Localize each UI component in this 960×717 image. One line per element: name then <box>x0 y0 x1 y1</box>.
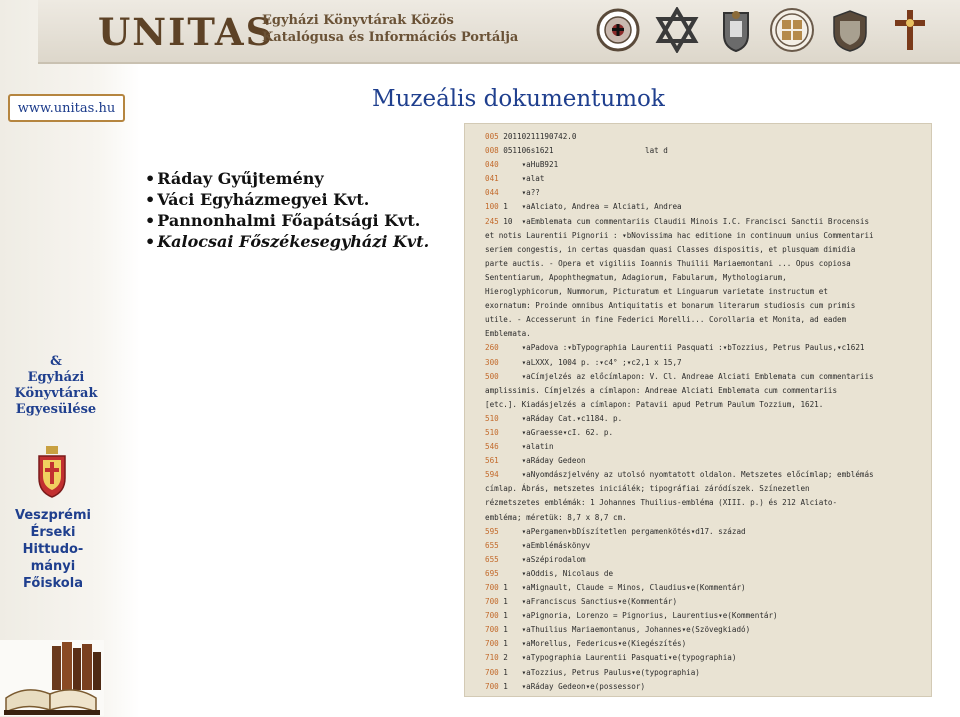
marc-field-text: ▾aOddis, Nicolaus de <box>498 568 614 578</box>
marc-field-text: Sententiarum, Apophthegmatum, Adagiorum, Fabularum, Mythologiarum, <box>485 272 787 282</box>
record-line <box>485 567 931 581</box>
marc-field-text: ▾alatin <box>498 442 554 452</box>
college-line: Hittudo- <box>22 542 84 557</box>
subtitle-line-1: Egyházi Könyvtárak Közös <box>262 13 454 28</box>
portal-subtitle <box>262 12 518 46</box>
marc-tag: 700 <box>485 583 499 592</box>
marc-field-text: címlap. Ábrás, metszetes iniciálék; tipográfiai záródíszek. Színezetlen <box>485 484 810 494</box>
record-line <box>485 440 931 454</box>
marc-field-text: ▾aRáday Cat.▾c1184. p. <box>498 413 623 423</box>
college-line: Érseki <box>30 525 76 540</box>
marc-field-text: amplissimis. Címjelzés a címlapon: Andreae Alciati Emblemata cum commentariis <box>485 385 838 395</box>
record-line <box>485 299 931 313</box>
record-line <box>485 511 931 525</box>
marc-field-text: seriem congestis, in certas quasdam quasi Classes dispositis, et plusquam dimidia <box>485 244 856 254</box>
record-line <box>485 356 931 370</box>
marc-tag: 594 <box>485 470 499 480</box>
marc-tag: 260 <box>485 343 499 353</box>
marc-tag: 700 <box>485 681 499 691</box>
record-line <box>485 384 931 398</box>
marc-tag: 700 <box>485 611 499 621</box>
record-line <box>485 370 931 384</box>
marc-field-text: ▾aHuB921 <box>498 160 559 170</box>
record-line <box>485 398 931 412</box>
org-line: & <box>50 354 62 369</box>
org-line: Egyesülése <box>15 402 97 417</box>
marc-field-text: 1 ▾aFranciscus Sanctius▾e(Kommentár) <box>498 597 678 607</box>
marc-tag: 700 <box>485 625 499 635</box>
college-line: Főiskola <box>23 576 83 591</box>
marc-record-panel <box>464 123 932 697</box>
record-line <box>485 553 931 567</box>
marc-tag: 655 <box>485 554 499 564</box>
record-line <box>485 130 931 144</box>
marc-field-text: 1 ▾aPignoria, Lorenzo = Pignorius, Laurentius▾e(Kommentár) <box>498 611 778 621</box>
marc-tag: 510 <box>485 413 499 423</box>
marc-tag: 040 <box>485 160 499 170</box>
marc-tag: 700 <box>485 597 499 607</box>
marc-field-text: 1 ▾aMorellus, Federicus▾e(Kiegészítés) <box>498 639 687 649</box>
marc-field-text: embléma; méretük: 8,7 x 8,7 cm. <box>485 512 627 522</box>
marc-tag: 500 <box>485 371 499 381</box>
record-line <box>485 215 931 229</box>
star-of-david-icon <box>655 7 699 53</box>
marc-tag: 595 <box>485 526 499 536</box>
record-line <box>485 412 931 426</box>
record-line <box>485 200 931 214</box>
org-line: Egyházi <box>27 370 85 385</box>
marc-tag: 300 <box>485 357 499 367</box>
crest-icon <box>714 7 758 53</box>
marc-field-text: utile. - Accesserunt in fine Federici Morelli... Corollaria et Monita, ad eadem <box>485 315 847 325</box>
record-line <box>485 172 931 186</box>
record-line <box>485 595 931 609</box>
marc-field-text: ▾aSzépirodalom <box>498 554 586 564</box>
coat-of-arms-icon <box>36 446 68 498</box>
marc-field-text: Hieroglyphicorum, Nummorum, Picturatum et Linguarum varietate instructum et <box>485 287 828 297</box>
old-books-image <box>0 640 104 716</box>
marc-field-text: ▾a?? <box>498 188 540 198</box>
record-line <box>485 327 931 341</box>
marc-tag: 710 <box>485 653 499 663</box>
marc-field-text: ▾aPadova :▾bTypographia Laurentii Pasquati :▾bTozzius, Petrus Paulus,▾c1621 <box>498 343 865 353</box>
library-list <box>145 168 429 252</box>
marc-field-text: rézmetszetes emblémák: 1 Johannes Thuilius-emblémа (XIII. p.) és 212 Alciato- <box>485 498 838 508</box>
marc-tag: 561 <box>485 456 499 466</box>
record-line <box>485 243 931 257</box>
marc-field-text: 20110211190742.0 <box>498 132 577 141</box>
shield-icon <box>828 7 872 53</box>
list-item: • Ráday Gyűjtemény <box>145 168 429 189</box>
marc-tag: 700 <box>485 667 499 677</box>
marc-tag: 044 <box>485 188 499 198</box>
list-item: • Kalocsai Főszékesegyházi Kvt. <box>145 231 429 252</box>
record-line <box>485 271 931 285</box>
marc-tag: 041 <box>485 174 499 184</box>
marc-field-text: exornatum: Proinde omnibus Antiquitatis et bonarum literarum studiosis cum primis <box>485 301 856 311</box>
record-line <box>485 144 931 158</box>
list-item: • Pannonhalmi Főapátsági Kvt. <box>145 210 429 231</box>
marc-field-text: ▾aCímjelzés az előcímlapon: V. Cl. Andreae Alciati Emblemata cum commentariis <box>498 371 874 381</box>
record-line <box>485 651 931 665</box>
marc-tag: 008 <box>485 146 499 156</box>
cross-icon <box>888 7 932 53</box>
record-line <box>485 257 931 271</box>
marc-field-text: 1 ▾aRáday Gedeon▾e(possessor) <box>498 681 646 691</box>
record-line <box>485 341 931 355</box>
seal-icon <box>770 7 814 53</box>
marc-field-text: ▾alat <box>498 174 545 184</box>
marc-field-text: [etc.]. Kiadásjelzés a címlapon: Patavii apud Petrum Paulum Tozzium, 1621. <box>485 399 824 409</box>
record-line <box>485 539 931 553</box>
record-line <box>485 637 931 651</box>
marc-tag: 655 <box>485 540 499 550</box>
record-line <box>485 313 931 327</box>
header-banner <box>38 0 960 64</box>
record-line <box>485 454 931 468</box>
list-item: • Váci Egyházmegyei Kvt. <box>145 189 429 210</box>
record-line <box>485 581 931 595</box>
college-line: Veszprémi <box>14 508 91 523</box>
marc-tag: 695 <box>485 568 499 578</box>
marc-field-text: 1 ▾aAlciato, Andrea = Alciati, Andrea <box>498 202 682 212</box>
record-line <box>485 609 931 623</box>
record-line <box>485 158 931 172</box>
marc-field-text: ▾aGraesse▾cI. 62. p. <box>498 427 614 437</box>
record-line <box>485 285 931 299</box>
unitas-logo[interactable]: UNITAS <box>98 10 275 54</box>
marc-field-text: ▾aNyomdászjelvény az utolsó nyomtatott oldalon. Metszetes előcímlap; emblémás <box>498 470 874 480</box>
marc-tag: 546 <box>485 442 499 452</box>
marc-tag: 245 <box>485 216 499 226</box>
marc-field-text: 1 ▾aTozzius, Petrus Paulus▾e(typographia) <box>498 667 700 677</box>
marc-tag: 510 <box>485 427 499 437</box>
record-line <box>485 680 931 694</box>
marc-field-text: 051106s1621 lat d <box>498 146 668 156</box>
marc-field-text: ▾aPergamen▾bDíszítetlen pergamenkötés▾d17. század <box>498 526 746 536</box>
lutheran-rose-icon <box>596 7 640 53</box>
page-title: Muzeális dokumentumok <box>372 86 665 112</box>
association-name <box>8 354 104 418</box>
record-line <box>485 229 931 243</box>
record-line <box>485 482 931 496</box>
marc-field-text: 2 ▾aTypographia Laurentii Pasquati▾e(typographia) <box>498 653 737 663</box>
marc-field-text: 10 ▾aEmblemata cum commentariis Claudii Minois I.C. Francisci Sanctii Brocensis <box>498 216 870 226</box>
marc-tag: 700 <box>485 639 499 649</box>
record-line <box>485 186 931 200</box>
record-line <box>485 426 931 440</box>
marc-field-text: parte auctis. - Opera et vigiliis Ioannis Thuilii Mariaemontani ... Opus copiosa <box>485 258 851 268</box>
record-line <box>485 496 931 510</box>
marc-field-text: et notis Laurentii Pignorii : ▾bNovissima hac editione in continuum unius Commentarii <box>485 230 874 240</box>
marc-tag: 005 <box>485 132 499 141</box>
marc-field-text: ▾aRáday Gedeon <box>498 456 586 466</box>
marc-field-text: ▾aLXXX, 1004 p. :▾c4° ;▾c2,1 x 15,7 <box>498 357 682 367</box>
record-line <box>485 623 931 637</box>
record-line <box>485 525 931 539</box>
site-url-link[interactable]: www.unitas.hu <box>8 94 125 122</box>
org-line: Könyvtárak <box>14 386 98 401</box>
record-line <box>485 468 931 482</box>
marc-field-text: 1 ▾aThuilius Mariaemontanus, Johannes▾e(Szövegkiadó) <box>498 625 751 635</box>
college-line: mányi <box>30 559 76 574</box>
marc-field-text: ▾aEmblémáskönyv <box>498 540 591 550</box>
marc-field-text: Emblemata. <box>485 329 531 339</box>
marc-field-text: 1 ▾aMignault, Claude = Minos, Claudius▾e(Kommentár) <box>498 583 746 592</box>
marc-tag: 100 <box>485 202 499 212</box>
subtitle-line-2: Katalógusa és Információs Portálja <box>262 30 519 45</box>
college-name <box>8 507 98 592</box>
record-line <box>485 666 931 680</box>
